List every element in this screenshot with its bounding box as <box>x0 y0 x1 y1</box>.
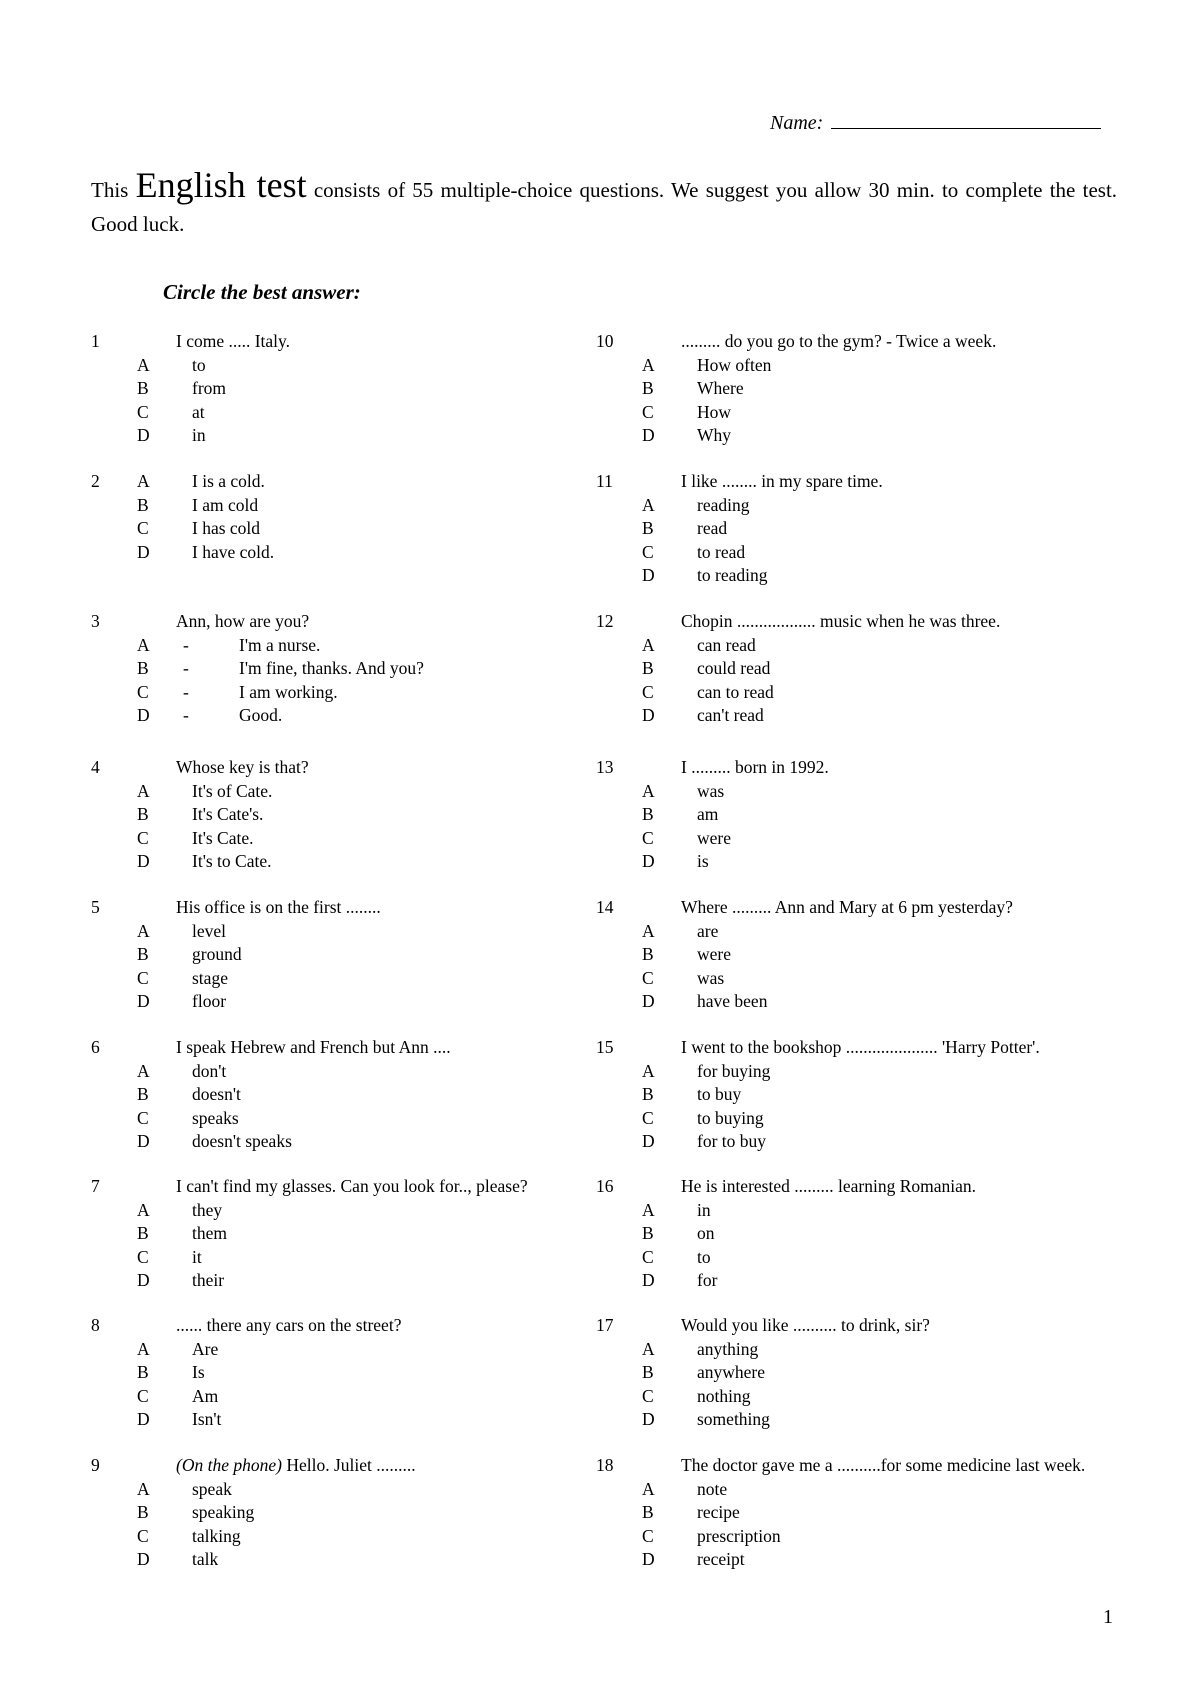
option-b[interactable]: ground <box>192 944 242 964</box>
dash-mark: - <box>183 634 189 655</box>
question-stem <box>681 896 1013 920</box>
option-c[interactable]: I am working. <box>239 681 338 702</box>
question-stem <box>681 756 829 780</box>
option-letter: A <box>642 1478 655 1499</box>
option-a[interactable]: I'm a nurse. <box>239 634 321 655</box>
question-14 <box>596 896 1136 1014</box>
option-c[interactable]: I has cold <box>192 518 261 538</box>
option-letter: D <box>137 851 150 871</box>
option-letter: B <box>137 804 149 824</box>
option-b[interactable]: were <box>697 944 732 964</box>
option-a[interactable]: speak <box>192 1478 232 1499</box>
question-number: 15 <box>596 1037 614 1057</box>
option-a[interactable]: It's of Cate. <box>192 780 273 801</box>
option-b[interactable]: could read <box>697 658 771 678</box>
option-d[interactable]: something <box>697 1409 770 1429</box>
question-number: 18 <box>596 1455 614 1475</box>
option-letter: B <box>137 1362 149 1382</box>
question-number: 5 <box>91 897 100 917</box>
option-letter: B <box>137 1223 149 1243</box>
stem-text: I went to the bookshop ..................... 'Harry Potter'. <box>681 1037 1040 1057</box>
option-letter: A <box>137 634 150 655</box>
question-number: 17 <box>596 1315 614 1335</box>
stem-text: ...... there any cars on the street? <box>176 1315 402 1335</box>
question-stem <box>176 610 309 634</box>
question-9 <box>91 1454 631 1572</box>
option-d[interactable]: floor <box>192 991 227 1011</box>
question-number: 8 <box>91 1315 100 1335</box>
question-4 <box>91 756 631 874</box>
option-letter: D <box>642 1409 655 1429</box>
option-letter: C <box>137 967 149 988</box>
question-stem <box>176 330 290 354</box>
question-number: 14 <box>596 897 614 917</box>
option-letter: D <box>137 425 150 445</box>
question-stem <box>681 1314 930 1338</box>
question-3 <box>91 610 631 728</box>
intro-paragraph <box>91 165 1118 241</box>
question-12 <box>596 610 1136 728</box>
option-letter: D <box>642 991 655 1011</box>
page-number: 1 <box>1103 1606 1113 1628</box>
option-letter: C <box>642 827 654 848</box>
option-letter: B <box>642 658 654 678</box>
stem-text: Would you like .......... to drink, sir? <box>681 1315 930 1335</box>
option-a[interactable]: level <box>192 920 227 941</box>
dash-mark: - <box>183 705 189 725</box>
option-c[interactable]: How <box>697 401 732 422</box>
option-c[interactable]: speaks <box>192 1107 239 1128</box>
option-letter: D <box>642 705 655 725</box>
option-c[interactable]: can to read <box>697 681 774 702</box>
option-letter: D <box>642 425 655 445</box>
option-letter: A <box>642 920 655 941</box>
option-letter: A <box>642 354 655 375</box>
question-stem <box>176 1175 528 1199</box>
option-d[interactable]: in <box>192 425 206 445</box>
option-b[interactable]: It's Cate's. <box>192 804 264 824</box>
question-number: 10 <box>596 331 614 351</box>
option-c[interactable]: prescription <box>697 1525 781 1546</box>
option-a[interactable]: for buying <box>697 1060 771 1081</box>
option-b[interactable]: Where <box>697 378 744 398</box>
option-d[interactable]: their <box>192 1270 225 1290</box>
option-b[interactable]: read <box>697 518 728 538</box>
option-letter: C <box>642 967 654 988</box>
option-letter: D <box>137 1270 150 1290</box>
option-b[interactable]: to buy <box>697 1084 742 1104</box>
option-letter: D <box>137 1549 150 1569</box>
option-d[interactable]: I have cold. <box>192 541 275 562</box>
option-letter: D <box>642 1549 655 1569</box>
option-letter: C <box>137 827 149 848</box>
intro-big-title: English test <box>135 165 307 205</box>
question-number: 1 <box>91 331 100 351</box>
option-letter: B <box>137 494 149 515</box>
option-b[interactable]: doesn't <box>192 1084 241 1104</box>
option-c[interactable]: Am <box>192 1385 219 1406</box>
instruction-heading: Circle the best answer: <box>163 280 361 304</box>
option-letter: C <box>642 681 654 702</box>
option-letter: D <box>642 1270 655 1290</box>
option-d[interactable]: doesn't speaks <box>192 1131 292 1151</box>
option-d[interactable]: have been <box>697 991 768 1011</box>
option-letter: A <box>642 1060 655 1081</box>
option-b[interactable]: Is <box>192 1362 205 1382</box>
intro-prefix: This <box>91 178 129 202</box>
question-2 <box>91 470 631 564</box>
question-stem <box>681 470 883 494</box>
question-stem <box>681 610 1000 634</box>
question-number: 2 <box>91 471 100 491</box>
option-letter: D <box>642 1131 655 1151</box>
option-a[interactable]: are <box>697 920 719 941</box>
question-stem <box>176 896 381 920</box>
option-letter: B <box>642 1223 654 1243</box>
option-letter: B <box>137 944 149 964</box>
question-15 <box>596 1036 1136 1154</box>
option-letter: B <box>137 1502 149 1522</box>
option-letter: A <box>642 634 655 655</box>
question-stem <box>176 1454 416 1478</box>
option-letter: B <box>642 944 654 964</box>
option-c[interactable]: were <box>697 827 732 848</box>
option-letter: C <box>137 681 149 702</box>
question-stem <box>681 1175 976 1199</box>
option-letter: B <box>642 804 654 824</box>
option-letter: C <box>137 1385 149 1406</box>
option-letter: A <box>137 1060 150 1081</box>
option-c[interactable]: at <box>192 401 205 422</box>
question-stem <box>681 1454 1085 1478</box>
intro-rest: consists of 55 multiple-choice questions. We suggest you allow 30 min. to complete the test. Good luck. <box>91 178 1118 236</box>
name-field[interactable] <box>770 112 1101 135</box>
option-letter: A <box>137 780 150 801</box>
option-letter: D <box>642 851 655 871</box>
option-letter: A <box>642 1338 655 1359</box>
option-letter: D <box>137 541 150 562</box>
question-number: 13 <box>596 757 614 777</box>
stem-text: I can't find my glasses. Can you look for.., please? <box>176 1176 528 1196</box>
name-underline[interactable] <box>831 114 1101 129</box>
option-letter: D <box>642 565 655 585</box>
option-a[interactable]: was <box>697 780 725 801</box>
option-a[interactable]: note <box>697 1478 728 1499</box>
option-letter: D <box>137 991 150 1011</box>
option-d[interactable]: for to buy <box>697 1131 767 1151</box>
stem-text: Whose key is that? <box>176 757 309 777</box>
question-13 <box>596 756 1136 874</box>
option-d[interactable]: It's to Cate. <box>192 851 272 871</box>
option-a[interactable]: I is a cold. <box>192 471 265 491</box>
question-number: 9 <box>91 1455 100 1475</box>
option-letter: C <box>642 1107 654 1128</box>
stem-text: He is interested ......... learning Romanian. <box>681 1176 976 1196</box>
stem-text: I like ........ in my spare time. <box>681 471 883 491</box>
option-d[interactable]: is <box>697 851 709 871</box>
option-letter: B <box>137 378 149 398</box>
question-8 <box>91 1314 631 1432</box>
option-b[interactable]: I am cold <box>192 494 259 515</box>
question-number: 16 <box>596 1176 614 1196</box>
option-a[interactable]: don't <box>192 1060 227 1081</box>
option-b[interactable]: am <box>697 804 719 824</box>
option-letter: C <box>137 1246 149 1267</box>
option-letter: B <box>642 1502 654 1522</box>
option-d[interactable]: Isn't <box>192 1409 222 1429</box>
option-letter: D <box>137 1409 150 1429</box>
option-c[interactable]: to buying <box>697 1107 764 1128</box>
option-letter: A <box>137 471 150 491</box>
stem-text: I come ..... Italy. <box>176 331 291 351</box>
option-b[interactable]: recipe <box>697 1502 740 1522</box>
question-stem <box>176 756 309 780</box>
stem-text: ......... do you go to the gym? - Twice a week. <box>681 331 997 351</box>
option-letter: A <box>137 1338 150 1359</box>
option-b[interactable]: anywhere <box>697 1362 766 1382</box>
option-c[interactable]: talking <box>192 1525 241 1546</box>
option-letter: D <box>137 705 150 725</box>
option-letter: A <box>642 494 655 515</box>
option-letter: B <box>642 1362 654 1382</box>
option-a[interactable]: anything <box>697 1338 759 1359</box>
option-d[interactable]: talk <box>192 1549 219 1569</box>
stem-text: The doctor gave me a ..........for some medicine last week. <box>681 1455 1086 1475</box>
option-a[interactable]: they <box>192 1199 223 1220</box>
stem-text: I speak Hebrew and French but Ann .... <box>176 1037 451 1057</box>
question-16 <box>596 1175 1136 1293</box>
question-stem <box>176 1314 401 1338</box>
option-letter: B <box>137 1084 149 1104</box>
option-b[interactable]: from <box>192 378 227 398</box>
option-a[interactable]: Are <box>192 1338 219 1359</box>
question-number: 6 <box>91 1037 100 1057</box>
option-letter: A <box>137 1199 150 1220</box>
stem-italic: (On the phone) <box>176 1455 282 1475</box>
option-letter: A <box>642 780 655 801</box>
question-17 <box>596 1314 1136 1432</box>
question-stem <box>176 1036 451 1060</box>
option-letter: B <box>642 1084 654 1104</box>
question-number: 3 <box>91 611 100 631</box>
option-c[interactable]: it <box>192 1246 202 1267</box>
option-d[interactable]: Why <box>697 425 732 445</box>
question-number: 7 <box>91 1176 100 1196</box>
option-letter: D <box>137 1131 150 1151</box>
name-label: Name: <box>770 112 824 134</box>
option-b[interactable]: I'm fine, thanks. And you? <box>239 658 424 678</box>
question-6 <box>91 1036 631 1154</box>
option-letter: C <box>642 401 654 422</box>
option-c[interactable]: stage <box>192 967 228 988</box>
option-d[interactable]: receipt <box>697 1549 745 1569</box>
stem-text: Hello. Juliet ......... <box>286 1455 416 1475</box>
question-7 <box>91 1175 631 1293</box>
option-letter: C <box>137 1107 149 1128</box>
option-d[interactable]: can't read <box>697 705 764 725</box>
stem-text: Ann, how are you? <box>176 611 310 631</box>
option-letter: C <box>642 1385 654 1406</box>
stem-text: His office is on the first ........ <box>176 897 381 917</box>
option-letter: A <box>642 1199 655 1220</box>
option-a[interactable]: can read <box>697 634 756 655</box>
option-c[interactable]: nothing <box>697 1385 751 1406</box>
option-d[interactable]: to reading <box>697 565 768 585</box>
option-a[interactable]: How often <box>697 354 772 375</box>
question-stem <box>681 1036 1040 1060</box>
option-c[interactable]: was <box>697 967 725 988</box>
option-letter: C <box>137 1525 149 1546</box>
option-b[interactable]: on <box>697 1223 715 1243</box>
dash-mark: - <box>183 681 189 702</box>
option-a[interactable]: to <box>192 354 206 375</box>
question-18 <box>596 1454 1136 1572</box>
option-letter: C <box>642 1246 654 1267</box>
option-d[interactable]: for <box>697 1270 718 1290</box>
option-letter: B <box>642 518 654 538</box>
option-b[interactable]: speaking <box>192 1502 255 1522</box>
question-stem <box>681 330 996 354</box>
option-d[interactable]: Good. <box>239 705 283 725</box>
option-c[interactable]: to read <box>697 541 746 562</box>
option-a[interactable]: in <box>697 1199 711 1220</box>
question-5 <box>91 896 631 1014</box>
question-11 <box>596 470 1136 588</box>
option-letter: C <box>642 1525 654 1546</box>
stem-text: Chopin .................. music when he was three. <box>681 611 1001 631</box>
option-c[interactable]: It's Cate. <box>192 827 254 848</box>
option-b[interactable]: them <box>192 1223 227 1243</box>
option-a[interactable]: reading <box>697 494 750 515</box>
question-number: 12 <box>596 611 614 631</box>
option-letter: C <box>137 518 149 538</box>
option-letter: C <box>642 541 654 562</box>
option-letter: A <box>137 354 150 375</box>
option-letter: B <box>642 378 654 398</box>
stem-text: Where ......... Ann and Mary at 6 pm yesterday? <box>681 897 1013 917</box>
option-letter: C <box>137 401 149 422</box>
option-c[interactable]: to <box>697 1246 711 1267</box>
question-10 <box>596 330 1136 448</box>
stem-text: I ......... born in 1992. <box>681 757 829 777</box>
option-letter: B <box>137 658 149 678</box>
question-1 <box>91 330 631 448</box>
option-letter: A <box>137 1478 150 1499</box>
option-letter: A <box>137 920 150 941</box>
question-number: 4 <box>91 757 100 777</box>
question-number: 11 <box>596 471 613 491</box>
dash-mark: - <box>183 658 189 678</box>
